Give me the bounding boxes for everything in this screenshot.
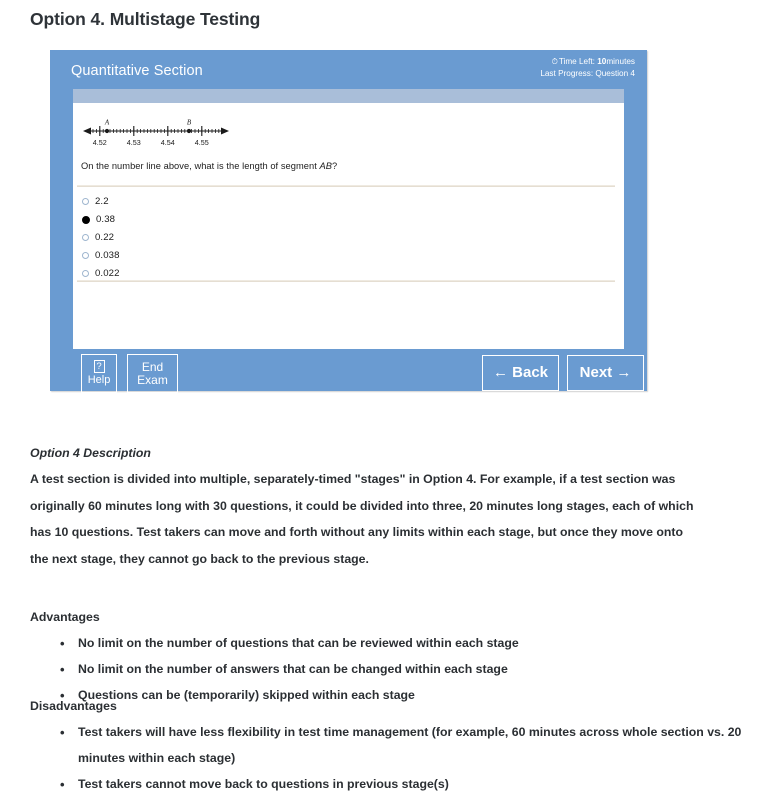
exam-section-title: Quantitative Section <box>71 63 203 79</box>
description-body: A test section is divided into multiple, separately-timed "stages" in Option 4. For example, if a test section was originally 60 minutes long with 30 questions, it could be divided into three, 20 minutes long stages, each of which has 10 questions. Test takers can move and forth without any limits within each stage, but once they move onto the next stage, they cannot go back to the previous stage. <box>30 472 694 566</box>
divider-above-choices <box>77 185 615 187</box>
disadvantages-list <box>30 720 757 798</box>
answer-choice-1[interactable] <box>82 193 382 210</box>
list-item: • No limit on the number of questions that can be reviewed within each stage <box>60 631 757 657</box>
last-progress-text: Last Progress: Question 4 <box>540 68 635 78</box>
list-item: • Test takers cannot move back to questions in previous stage(s) <box>60 772 757 798</box>
exam-footer-toolbar <box>50 349 647 391</box>
time-left-value: 10 <box>597 57 607 66</box>
tick-label-0: 4.52 <box>92 138 107 147</box>
end-exam-button[interactable] <box>127 354 178 393</box>
tick-label-2: 4.54 <box>160 138 175 147</box>
question-stem-part1: On the number line above, what is the length of segment <box>81 161 320 171</box>
answer-choice-2[interactable] <box>82 211 382 228</box>
question-stem <box>81 161 337 171</box>
question-stem-segment: AB <box>319 161 332 171</box>
end-exam-line1: End <box>141 359 164 374</box>
radio-icon[interactable] <box>82 252 89 259</box>
tick-label-1: 4.53 <box>126 138 141 147</box>
tick-label-3: 4.55 <box>194 138 209 147</box>
number-line-svg <box>81 119 231 153</box>
back-button[interactable]: ← Back <box>482 355 559 391</box>
exam-interface-mockup <box>50 50 647 391</box>
exam-header <box>50 50 647 89</box>
description-heading: Option 4 Description <box>30 446 151 460</box>
list-item: • Test takers will have less flexibility in test time management (for example, 60 minutes across whole section vs. 20 minutes within each stage) <box>60 720 757 771</box>
time-left-row <box>540 56 635 68</box>
question-stem-part2: ? <box>331 161 338 171</box>
time-left-unit: minutes <box>606 57 635 66</box>
answer-choice-label: 0.038 <box>95 250 120 261</box>
next-button[interactable]: Next → <box>567 355 644 391</box>
answer-choice-label: 2.2 <box>95 196 109 207</box>
help-button-label: Help <box>87 374 111 387</box>
answer-choice-4[interactable] <box>82 247 382 264</box>
answer-choice-5[interactable] <box>82 265 382 282</box>
answer-choices-list <box>82 193 382 283</box>
time-left-label: Time Left: <box>558 57 595 66</box>
radio-icon-selected[interactable] <box>82 216 90 224</box>
list-item: • No limit on the number of answers that can be changed within each stage <box>60 657 757 683</box>
point-b-label: B <box>186 119 192 127</box>
question-mark-icon: ? <box>94 360 105 373</box>
advantages-heading: Advantages <box>30 610 100 624</box>
radio-icon[interactable] <box>82 270 89 277</box>
page-title: Option 4. Multistage Testing <box>30 9 261 29</box>
exam-status-block <box>540 56 635 79</box>
disadvantages-heading: Disadvantages <box>30 699 117 713</box>
number-line-figure <box>81 119 231 153</box>
description-block <box>30 446 720 572</box>
panel-body <box>73 103 624 349</box>
answer-choice-label: 0.22 <box>95 232 115 243</box>
panel-top-band <box>73 89 624 103</box>
end-exam-line2: Exam <box>137 372 168 387</box>
question-content-panel <box>73 89 624 349</box>
answer-choice-label: 0.38 <box>96 214 116 225</box>
radio-icon[interactable] <box>82 234 89 241</box>
answer-choice-3[interactable] <box>82 229 382 246</box>
answer-choice-label: 0.022 <box>95 268 120 279</box>
advantages-list <box>30 631 757 709</box>
list-item: • Questions can be (temporarily) skipped within each stage <box>60 683 757 709</box>
help-button[interactable] <box>81 354 117 393</box>
radio-icon[interactable] <box>82 198 89 205</box>
clock-icon: ⏱ <box>551 57 558 66</box>
point-a-label: A <box>104 119 110 127</box>
